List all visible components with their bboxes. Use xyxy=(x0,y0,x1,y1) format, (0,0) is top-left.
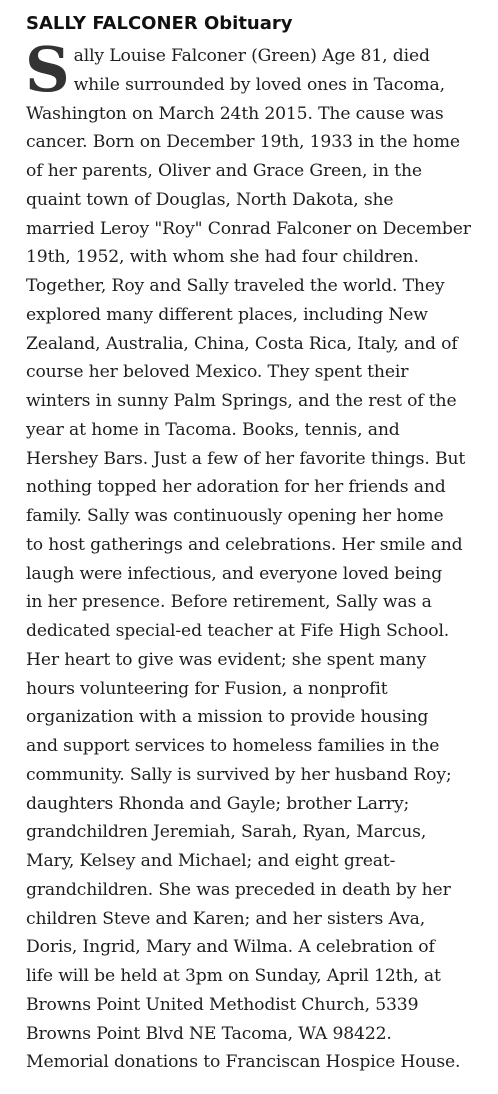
body-line: grandchildren. She was preceded in death by her xyxy=(26,879,451,900)
obituary-article xyxy=(26,10,474,1077)
body-line: community. Sally is survived by her husband Roy; xyxy=(26,764,452,785)
body-line: Her heart to give was evident; she spent many xyxy=(26,649,427,670)
body-line: family. Sally was continuously opening her home xyxy=(26,506,444,526)
body-line: Washington on March 24th 2015. The cause was xyxy=(26,103,444,124)
drop-cap-letter: S xyxy=(25,33,70,106)
body-line: Together, Roy and Sally traveled the world. They xyxy=(26,276,445,296)
body-line: and support services to homeless families in the xyxy=(26,736,440,756)
body-line: cancer. Born on December 19th, 1933 in the home xyxy=(26,132,460,153)
body-line: Zealand, Australia, China, Costa Rica, Italy, and of xyxy=(26,333,458,354)
body-line: course her beloved Mexico. They spent their xyxy=(26,362,409,383)
body-line: children Steve and Karen; and her sisters Ava, xyxy=(26,908,426,929)
body-line: year at home in Tacoma. Books, tennis, and xyxy=(26,419,400,440)
body-line: nothing topped her adoration for her friends and xyxy=(26,477,446,498)
obituary-title: SALLY FALCONER Obituary xyxy=(26,13,293,34)
body-line: Mary, Kelsey and Michael; and eight great- xyxy=(26,851,396,871)
body-line: dedicated special-ed teacher at Fife High School. xyxy=(26,621,450,641)
body-line: to host gatherings and celebrations. Her smile and xyxy=(26,534,463,555)
body-line: life will be held at 3pm on Sunday, April 12th, at xyxy=(26,966,441,986)
body-line: married Leroy "Roy" Conrad Falconer on December xyxy=(26,218,471,239)
body-line: of her parents, Oliver and Grace Green, in the xyxy=(26,161,422,181)
body-line: 19th, 1952, with whom she had four children. xyxy=(26,247,419,268)
body-line: laugh were infectious, and everyone loved being xyxy=(26,563,443,584)
body-line: Memorial donations to Franciscan Hospice House. xyxy=(26,1052,461,1073)
body-line: while surrounded by loved ones in Tacoma, xyxy=(73,74,445,95)
body-line: grandchildren Jeremiah, Sarah, Ryan, Marcus, xyxy=(26,822,427,843)
body-line: organization with a mission to provide housing xyxy=(26,707,429,728)
body-line: Browns Point United Methodist Church, 5339 xyxy=(26,994,419,1015)
body-line: winters in sunny Palm Springs, and the rest of the xyxy=(26,391,457,411)
body-line: Browns Point Blvd NE Tacoma, WA 98422. xyxy=(26,1023,392,1044)
body-line: daughters Rhonda and Gayle; brother Larry; xyxy=(26,793,410,814)
body-line: in her presence. Before retirement, Sally was a xyxy=(26,592,432,613)
body-line: Hershey Bars. Just a few of her favorite things. But xyxy=(26,448,466,469)
body-line: Doris, Ingrid, Mary and Wilma. A celebration of xyxy=(26,937,435,958)
body-line: hours volunteering for Fusion, a nonprofit xyxy=(26,678,388,699)
body-line: explored many different places, including New xyxy=(26,304,428,325)
body-line: ally Louise Falconer (Green) Age 81, died xyxy=(73,46,430,66)
body-line: quaint town of Douglas, North Dakota, she xyxy=(26,189,394,210)
obituary-body xyxy=(25,33,474,1077)
